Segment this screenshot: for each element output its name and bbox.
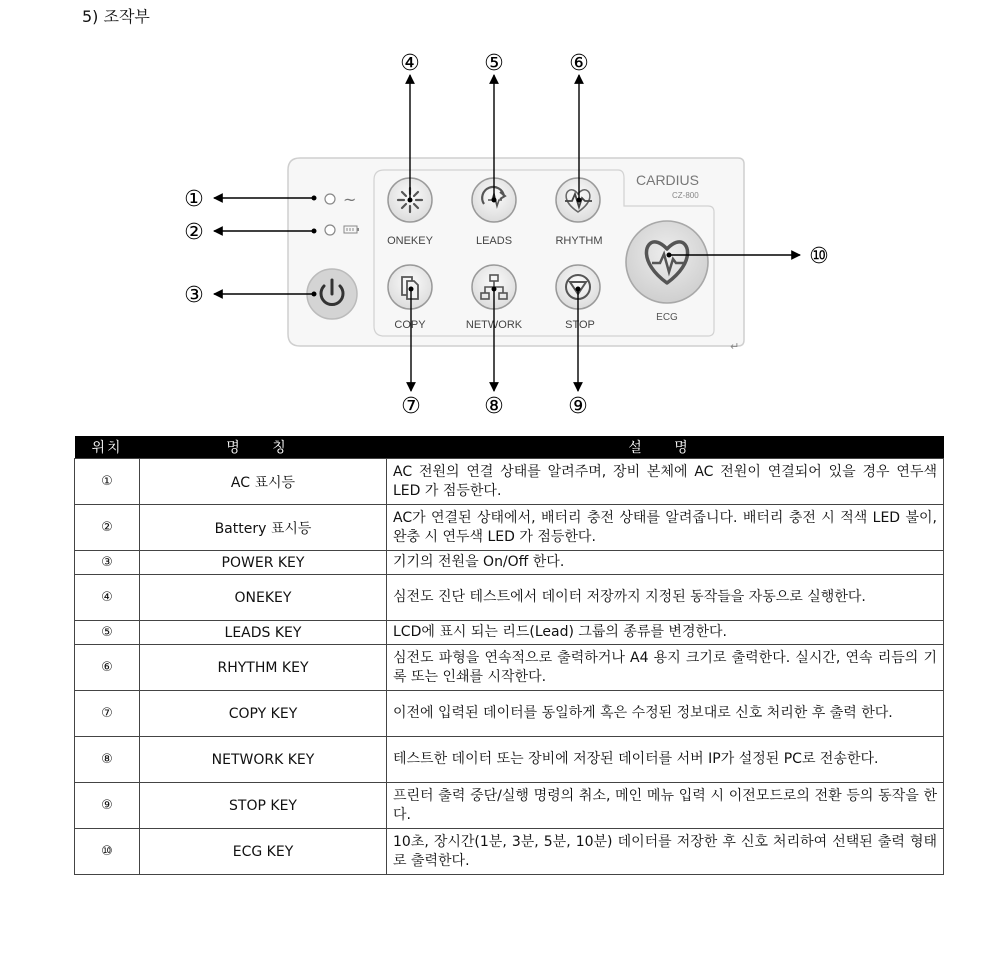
callout-10: ⑩ <box>809 244 829 269</box>
table-row <box>75 645 944 691</box>
callout-2: ② <box>184 220 204 245</box>
row-name: Battery 표시등 <box>140 505 387 551</box>
header-position: 위치 <box>75 436 140 459</box>
onekey-label: ONEKEY <box>387 235 433 247</box>
row-name: ONEKEY <box>140 575 387 621</box>
row-description: AC가 연결된 상태에서, 배터리 충전 상태를 알려줍니다. 배터리 충전 시 적색 LED 불이, 완충 시 연두색 LED 가 점등한다. <box>387 505 944 551</box>
callout-1: ① <box>184 187 204 212</box>
row-position: ⑧ <box>75 737 140 783</box>
row-name: ECG KEY <box>140 829 387 875</box>
network-label: NETWORK <box>465 319 523 331</box>
row-description: 이전에 입력된 데이터를 동일하게 혹은 수정된 정보대로 신호 처리한 후 출력 한다. <box>387 691 944 737</box>
table-row <box>75 783 944 829</box>
table-row <box>75 459 944 505</box>
row-description: 기기의 전원을 On/Off 한다. <box>387 551 944 575</box>
row-description: 심전도 파형을 연속적으로 출력하거나 A4 용지 크기로 출력한다. 실시간, 연속 리듬의 기록 또는 인쇄를 시작한다. <box>387 645 944 691</box>
row-position: ⑤ <box>75 621 140 645</box>
row-description: LCD에 표시 되는 리드(Lead) 그룹의 종류를 변경한다. <box>387 621 944 645</box>
section-title: 5) 조작부 <box>82 7 150 26</box>
model-label: CZ-800 <box>672 191 699 200</box>
callout-4: ④ <box>400 51 420 76</box>
table-row <box>75 691 944 737</box>
copy-label: COPY <box>394 319 426 331</box>
row-position: ⑥ <box>75 645 140 691</box>
ecg-label: ECG <box>656 312 678 323</box>
table-row <box>75 505 944 551</box>
header-name: 명 칭 <box>140 436 387 459</box>
table-row <box>75 829 944 875</box>
row-name: AC 표시등 <box>140 459 387 505</box>
stop-label: STOP <box>565 319 595 331</box>
row-position: ⑨ <box>75 783 140 829</box>
row-description: 테스트한 데이터 또는 장비에 저장된 데이터를 서버 IP가 설정된 PC로 전송한다. <box>387 737 944 783</box>
callout-6: ⑥ <box>569 51 589 76</box>
key-description-table <box>74 436 944 875</box>
row-position: ⑩ <box>75 829 140 875</box>
row-position: ② <box>75 505 140 551</box>
battery-led <box>325 225 335 235</box>
callout-5: ⑤ <box>484 51 504 76</box>
table-header-row <box>75 436 944 459</box>
brand-logo: CARDIUS <box>636 172 700 188</box>
row-name: LEADS KEY <box>140 621 387 645</box>
row-name: NETWORK KEY <box>140 737 387 783</box>
row-position: ⑦ <box>75 691 140 737</box>
rhythm-label: RHYTHM <box>555 235 603 247</box>
callout-7: ⑦ <box>401 394 421 419</box>
row-position: ③ <box>75 551 140 575</box>
ac-led <box>325 194 335 204</box>
ac-symbol: ~ <box>343 190 357 209</box>
callout-3: ③ <box>184 283 204 308</box>
control-panel-diagram <box>0 0 1000 430</box>
row-description: AC 전원의 연결 상태를 알려주며, 장비 본체에 AC 전원이 연결되어 있을 경우 연두색 LED 가 점등한다. <box>387 459 944 505</box>
ecg-button[interactable] <box>626 221 708 303</box>
callout-8: ⑧ <box>484 394 504 419</box>
row-name: COPY KEY <box>140 691 387 737</box>
table-row <box>75 575 944 621</box>
return-mark: ↵ <box>730 340 740 353</box>
row-description: 심전도 진단 테스트에서 데이터 저장까지 지정된 동작들을 자동으로 실행한다. <box>387 575 944 621</box>
row-description: 10초, 장시간(1분, 3분, 5분, 10분) 데이터를 저장한 후 신호 처리하여 선택된 출력 형태로 출력한다. <box>387 829 944 875</box>
table-row <box>75 737 944 783</box>
leads-label: LEADS <box>475 235 513 247</box>
row-position: ④ <box>75 575 140 621</box>
row-name: POWER KEY <box>140 551 387 575</box>
table-row <box>75 551 944 575</box>
row-name: RHYTHM KEY <box>140 645 387 691</box>
header-description: 설 명 <box>387 436 944 459</box>
callout-9: ⑨ <box>568 394 588 419</box>
row-position: ① <box>75 459 140 505</box>
row-name: STOP KEY <box>140 783 387 829</box>
table-row <box>75 621 944 645</box>
row-description: 프린터 출력 중단/실행 명령의 취소, 메인 메뉴 입력 시 이전모드로의 전환 등의 동작을 한다. <box>387 783 944 829</box>
